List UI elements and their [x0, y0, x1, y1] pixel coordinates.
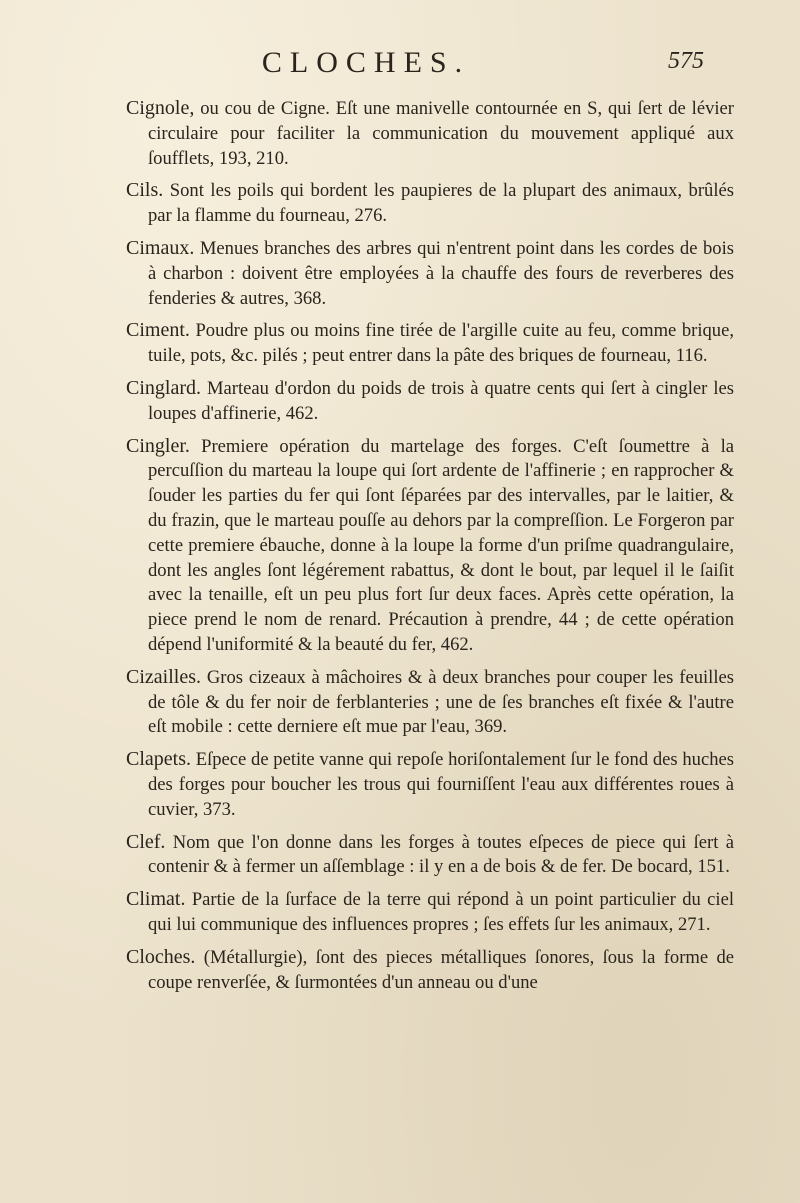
entry-definition: Marteau d'ordon du poids de trois à quatre cents qui ſert à cingler les loupes d'affinerie, 462.: [148, 377, 734, 424]
page-header: [0, 46, 800, 86]
entry-definition: Nom que l'on donne dans les forges à toutes eſpeces de piece qui ſert à contenir & à fermer un aſſemblage : il y en a de bois & de fer. De bocard, 151.: [148, 831, 735, 878]
glossary-entries: [126, 96, 734, 1002]
entry-term: Cloches.: [126, 945, 196, 968]
entry-definition: Menues branches des arbres qui n'entrent point dans les cordes de bois à charbon : doivent être employées à la chauffe des fours de reverberes des fenderies & autres, 368.: [148, 237, 734, 309]
entry-term: Climat.: [126, 888, 186, 911]
entry-definition: Poudre plus ou moins fine tirée de l'argille cuite au feu, comme brique, tuile, pots, &c. pilés ; peut entrer dans la pâte des briques de fourneau, 116.: [148, 320, 734, 367]
glossary-entry: [126, 376, 734, 427]
entry-term: Cizailles.: [126, 665, 201, 688]
glossary-entry: [126, 434, 734, 658]
entry-term: Ciment.: [126, 319, 190, 342]
glossary-entry: [126, 945, 734, 996]
entry-definition: Partie de la ſurface de la terre qui répond à un point particulier du ciel qui lui communique des influences propres ; ſes effets ſur les animaux, 271.: [148, 889, 734, 935]
entry-term: Cils.: [126, 179, 164, 202]
entry-term: Cinglard.: [126, 376, 201, 399]
glossary-entry: [126, 747, 734, 822]
entry-definition: Sont les poils qui bordent les paupieres de la plupart des animaux, brûlés par la flamme du fourneau, 276.: [148, 180, 734, 227]
entry-term: Clef.: [126, 830, 166, 853]
entry-definition: Premiere opération du martelage des forges. C'eſt ſoumettre à la percuſſion du marteau la loupe qui ſort ardente de l'affinerie ; en rapprocher & ſouder les parties du fer qui ſont ſéparées par des intervalles, par le laitier, & du frazin, que le marteau pouſſe au dehors par la compreſſion. Le Forgeron par cette premiere ébauche, donne à la loupe la forme d'un priſme quadrangulaire, dont les angles ſont légérement rabattus, & dont le bout, par lequel il le ſaiſit avec la tenaille, eſt un peu plus fort ſur deux faces. Après cette opération, la piece prend le nom de renard. Précaution à prendre, 44 ; de cette opération dépend l'uniformité & la beauté du fer, 462.: [148, 435, 734, 655]
entry-term: Cimaux.: [126, 236, 195, 259]
glossary-entry: [126, 178, 734, 229]
glossary-entry: [126, 318, 734, 369]
glossary-entry: [126, 830, 734, 881]
entry-definition: (Métallurgie), ſont des pieces métalliques ſonores, ſous la forme de coupe renverſée, & ſurmontées d'un anneau ou d'une: [148, 946, 734, 993]
entry-definition: ou cou de Cigne. Eſt une manivelle contournée en S, qui ſert de lévier circulaire pour faciliter la communication du mouvement appliqué aux ſoufflets, 193, 210.: [148, 98, 734, 169]
entry-definition: Gros cizeaux à mâchoires & à deux branches pour couper les feuilles de tôle & du fer noir de ferblanteries ; une de ſes branches eſt fixée & l'autre eſt mobile : cette derniere eſt mue par l'eau, 369.: [148, 666, 734, 738]
glossary-entry: [126, 96, 734, 171]
entry-term: Cingler.: [126, 434, 190, 457]
entry-term: Clapets.: [126, 748, 191, 771]
glossary-entry: [126, 236, 734, 311]
running-title: CLOCHES.: [261, 46, 471, 79]
entry-term: Cignole,: [126, 97, 195, 119]
page-number: 575: [668, 48, 704, 74]
glossary-entry: [126, 887, 734, 938]
glossary-entry: [126, 665, 734, 740]
entry-definition: Eſpece de petite vanne qui repoſe horiſontalement ſur le fond des huches des forges pour boucher les trous qui fourniſſent l'eau aux différentes roues à cuvier, 373.: [148, 749, 734, 820]
